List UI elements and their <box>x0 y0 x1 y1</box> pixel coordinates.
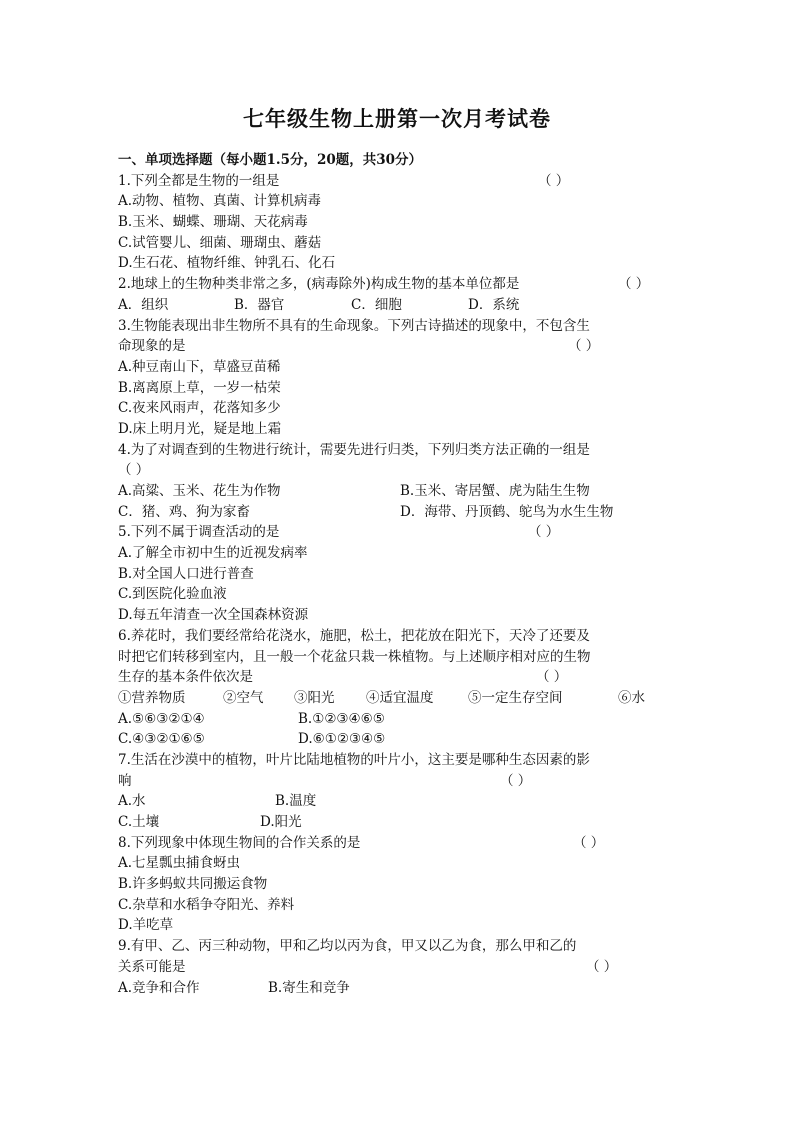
condition-item: ④适宜温度 <box>366 689 434 706</box>
option-row <box>118 709 678 730</box>
option: C．细胞 <box>351 296 402 313</box>
option: B．器官 <box>234 296 285 313</box>
answer-blank: （ ） <box>573 834 605 851</box>
option: A.种豆南山下，草盛豆苗稀 <box>118 358 281 375</box>
option: C．猪、鸡、狗为家畜 <box>118 503 250 520</box>
question-6-stem-cont: 时把它们转移到室内，且一般一个花盆只栽一株植物。与上述顺序相对应的生物 <box>118 648 591 665</box>
option: C.夜来风雨声，花落知多少 <box>118 400 281 417</box>
question-7-stem: 7.生活在沙漠中的植物，叶片比陆地植物的叶片小，这主要是哪种生态因素的影 <box>118 751 590 768</box>
option: A.动物、植物、真菌、计算机病毒 <box>118 193 322 210</box>
answer-blank: （ ） <box>586 958 618 975</box>
answer-blank: （ ） <box>500 772 532 789</box>
option: D.阳光 <box>260 814 302 830</box>
condition-list <box>118 688 678 709</box>
question-2-stem <box>118 274 678 295</box>
option-row <box>118 791 678 812</box>
option: C.杂草和水稻争夺阳光、养料 <box>118 896 295 913</box>
condition-item: ①营养物质 <box>118 689 186 706</box>
answer-blank: （ ） <box>536 669 568 686</box>
option: A.了解全市初中生的近视发病率 <box>118 545 308 562</box>
option: B.玉米、蝴蝶、珊瑚、天花病毒 <box>118 214 308 231</box>
question-9-stem-cont <box>118 957 678 978</box>
condition-item: ②空气 <box>223 689 264 706</box>
question-8-stem <box>118 833 678 854</box>
question-text: 8.下列现象中体现生物间的合作关系的是 <box>118 834 361 851</box>
question-6-stem-cont <box>118 667 678 688</box>
question-text: 5.下列不属于调查活动的是 <box>118 524 280 541</box>
answer-blank: （ ） <box>568 338 600 355</box>
option: D.每五年清查一次全国森林资源 <box>118 607 309 624</box>
option-row <box>118 729 678 750</box>
option: A．组织 <box>118 296 169 313</box>
option: A.竞争和合作 <box>118 979 200 996</box>
option: B.寄生和竞争 <box>268 979 350 996</box>
condition-item: ③阳光 <box>294 689 335 706</box>
option: A.高粱、玉米、花生为作物 <box>118 483 281 499</box>
condition-item: ⑥水 <box>618 689 645 706</box>
option: C.土壤 <box>118 814 160 830</box>
question-text: 响 <box>118 772 132 789</box>
option: D.床上明月光，疑是地上霜 <box>118 420 282 437</box>
option: C.试管婴儿、细菌、珊瑚虫、蘑菇 <box>118 234 322 251</box>
option: C.到医院化验血液 <box>118 586 227 603</box>
answer-blank-line <box>118 460 678 481</box>
option: B.许多蚂蚁共同搬运食物 <box>118 876 268 893</box>
question-text: 命现象的是 <box>118 338 186 355</box>
option-row <box>118 502 678 523</box>
question-5-stem <box>118 522 678 543</box>
question-7-stem-cont <box>118 771 678 792</box>
option: D．系统 <box>468 296 520 313</box>
option: D．海带、丹顶鹤、鸵鸟为水生生物 <box>400 503 614 520</box>
question-1-stem <box>118 171 678 192</box>
answer-blank: （ ） <box>538 172 570 189</box>
page-title: 七年级生物上册第一次月考试卷 <box>243 106 551 131</box>
answer-blank: （ ） <box>528 524 560 541</box>
option: D.⑥①②③④⑤ <box>298 731 386 748</box>
option-row <box>118 481 678 502</box>
exam-content <box>118 150 678 998</box>
question-text: 2.地球上的生物种类非常之多，(病毒除外)构成生物的基本单位都是 <box>118 276 520 293</box>
condition-item: ⑤一定生存空间 <box>468 689 563 706</box>
option: A.七星瓢虫捕食蚜虫 <box>118 855 241 872</box>
option-row <box>118 978 678 999</box>
question-text: 1.下列全都是生物的一组是 <box>118 172 280 189</box>
question-6-stem: 6.养花时，我们要经常给花浇水，施肥，松土，把花放在阳光下，天冷了还要及 <box>118 627 590 644</box>
question-4-stem: 4.为了对调查到的生物进行统计，需要先进行归类，下列归类方法正确的一组是 <box>118 441 590 458</box>
section-heading: 一、单项选择题（每小题1.5分，20题，共30分） <box>118 152 423 168</box>
option: A.水 <box>118 793 146 810</box>
option-row <box>118 812 678 833</box>
answer-blank: （ ） <box>618 276 650 293</box>
option: D.羊吃草 <box>118 917 174 934</box>
question-text: 关系可能是 <box>118 958 186 975</box>
option: A.⑤⑥③②①④ <box>118 710 205 727</box>
option: B.温度 <box>275 793 317 810</box>
question-3-stem-cont <box>118 336 678 357</box>
option: D.生石花、植物纤维、钟乳石、化石 <box>118 255 336 272</box>
option: B.对全国人口进行普查 <box>118 565 254 582</box>
option: B.①②③④⑥⑤ <box>298 710 385 727</box>
option: C.④③②①⑥⑤ <box>118 731 205 748</box>
question-text: 生存的基本条件依次是 <box>118 669 253 686</box>
option-row <box>118 295 678 316</box>
option: B.玉米、寄居蟹、虎为陆生生物 <box>400 483 590 499</box>
option: B.离离原上草，一岁一枯荣 <box>118 379 281 396</box>
question-9-stem: 9.有甲、乙、丙三种动物，甲和乙均以丙为食，甲又以乙为食，那么甲和乙的 <box>118 938 577 955</box>
answer-blank: （ ） <box>118 462 150 479</box>
question-3-stem: 3.生物能表现出非生物所不具有的生命现象。下列古诗描述的现象中，不包含生 <box>118 317 590 334</box>
